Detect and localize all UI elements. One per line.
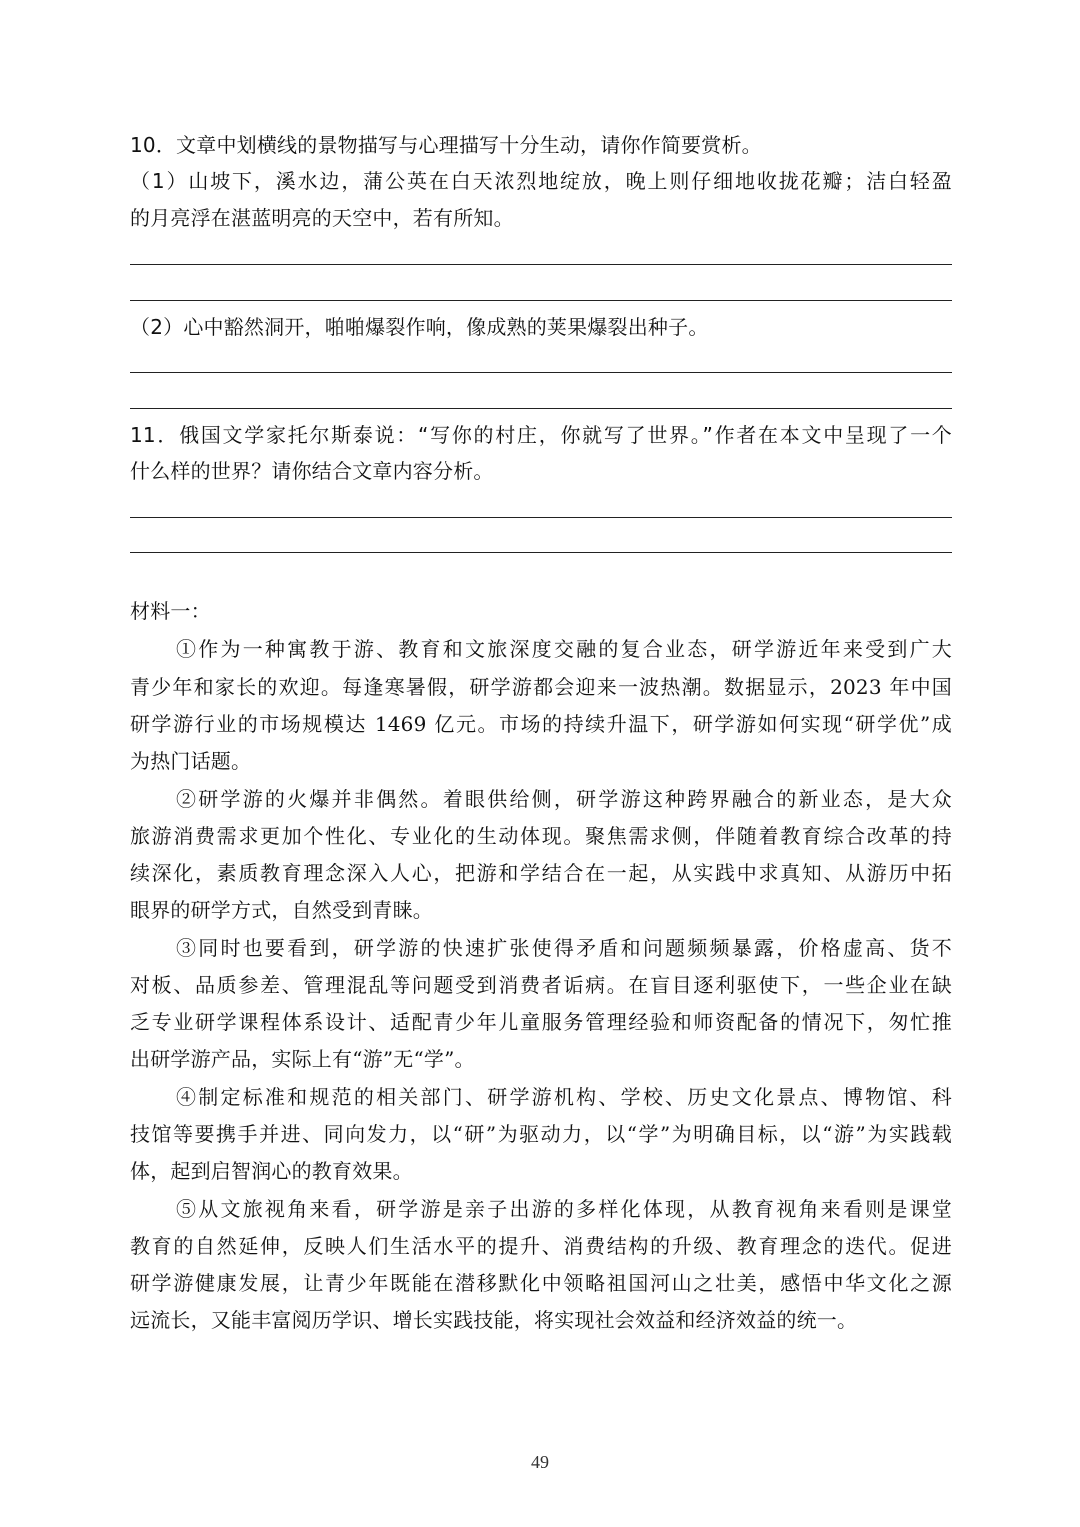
answer-line[interactable] — [130, 552, 952, 553]
material-p5-line: 研学游健康发展，让青少年既能在潜移默化中领略祖国河山之壮美，感悟中华文化之源 — [130, 1271, 952, 1295]
material-p4-line: 体，起到启智润心的教育效果。 — [130, 1159, 413, 1183]
question-10-stem: 10．文章中划横线的景物描写与心理描写十分生动，请你作简要赏析。 — [130, 133, 762, 157]
material-heading: 材料一： — [130, 599, 211, 623]
material-p5-line: 教育的自然延伸，反映人们生活水平的提升、消费结构的升级、教育理念的迭代。促进 — [130, 1234, 952, 1258]
answer-line[interactable] — [130, 517, 952, 518]
answer-line[interactable] — [130, 408, 952, 409]
material-p1-line: ①作为一种寓教于游、教育和文旅深度交融的复合业态，研学游近年来受到广大 — [176, 637, 952, 661]
material-p3-line: 出研学游产品，实际上有“游”无“学”。 — [130, 1047, 475, 1071]
answer-line[interactable] — [130, 372, 952, 373]
material-p2-line: 续深化，素质教育理念深入人心，把游和学结合在一起，从实践中求真知、从游历中拓 — [130, 861, 952, 885]
answer-line[interactable] — [130, 300, 952, 301]
question-11-line2: 什么样的世界？请你结合文章内容分析。 — [130, 459, 494, 483]
material-p3-line: ③同时也要看到，研学游的快速扩张使得矛盾和问题频频暴露，价格虚高、货不 — [176, 936, 952, 960]
material-p1-line: 研学游行业的市场规模达 1469 亿元。市场的持续升温下，研学游如何实现“研学优”成 — [130, 712, 952, 736]
material-p3-line: 对板、品质参差、管理混乱等问题受到消费者诟病。在盲目逐利驱使下，一些企业在缺 — [130, 973, 952, 997]
question-11-line1: 11．俄国文学家托尔斯泰说：“写你的村庄，你就写了世界。”作者在本文中呈现了一个 — [130, 423, 952, 447]
page-number: 49 — [531, 1452, 549, 1472]
material-p4-line: 技馆等要携手并进、同向发力，以“研”为驱动力，以“学”为明确目标，以“游”为实践载 — [130, 1122, 952, 1146]
material-p5-line: 远流长，又能丰富阅历学识、增长实践技能，将实现社会效益和经济效益的统一。 — [130, 1308, 858, 1332]
question-10-part1-line2: 的月亮浮在湛蓝明亮的天空中，若有所知。 — [130, 206, 514, 230]
material-p5-line: ⑤从文旅视角来看，研学游是亲子出游的多样化体现，从教育视角来看则是课堂 — [176, 1197, 952, 1221]
question-10-part2: （2）心中豁然洞开，啪啪爆裂作响，像成熟的荚果爆裂出种子。 — [130, 315, 709, 339]
material-p1-line: 为热门话题。 — [130, 749, 252, 773]
material-p2-line: 旅游消费需求更加个性化、专业化的生动体现。聚焦需求侧，伴随着教育综合改革的持 — [130, 824, 952, 848]
material-p3-line: 乏专业研学课程体系设计、适配青少年儿童服务管理经验和师资配备的情况下，匆忙推 — [130, 1010, 952, 1034]
question-10-part1-line1: （1）山坡下，溪水边，蒲公英在白天浓烈地绽放，晚上则仔细地收拢花瓣；洁白轻盈 — [130, 169, 952, 193]
material-p1-line: 青少年和家长的欢迎。每逢寒暑假，研学游都会迎来一波热潮。数据显示，2023 年中国 — [130, 675, 952, 699]
material-p2-line: ②研学游的火爆并非偶然。着眼供给侧，研学游这种跨界融合的新业态，是大众 — [176, 787, 952, 811]
material-p2-line: 眼界的研学方式，自然受到青睐。 — [130, 898, 433, 922]
answer-line[interactable] — [130, 264, 952, 265]
material-p4-line: ④制定标准和规范的相关部门、研学游机构、学校、历史文化景点、博物馆、科 — [176, 1085, 952, 1109]
